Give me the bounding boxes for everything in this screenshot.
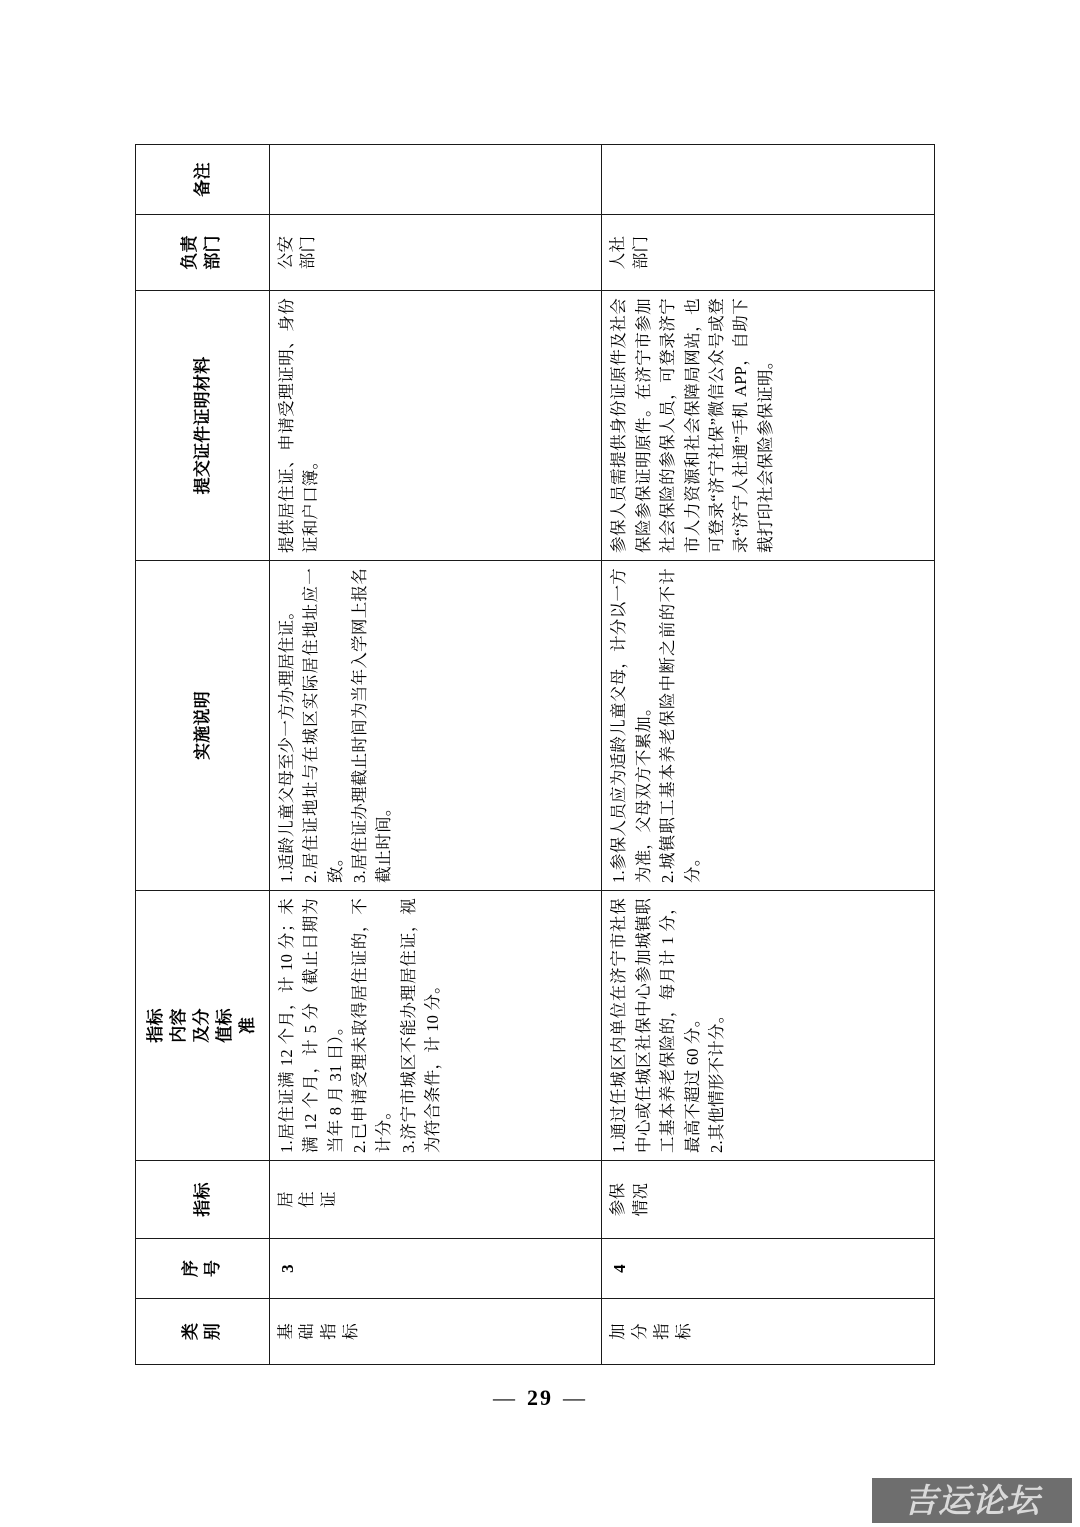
table-row xyxy=(602,145,935,1365)
header-sequence xyxy=(136,1239,270,1299)
row-sequence xyxy=(269,1239,602,1299)
header-category-label: 类别 xyxy=(180,1322,223,1341)
row-category xyxy=(269,1299,602,1365)
header-documents xyxy=(136,291,270,561)
row-sequence-value: 4 xyxy=(610,1264,630,1273)
row-category-label: 基础指标 xyxy=(275,1323,360,1340)
row-indicator xyxy=(269,1161,602,1239)
enrollment-index-table xyxy=(135,144,935,1365)
row-category-label: 加分指标 xyxy=(608,1323,693,1340)
row-content: 1.通过任城区内单位在济宁市社保中心或任城区社保中心参加城镇职工基本养老保险的，每月计 1 分，最高不超过 60 分。 2.其他情形不计分。 xyxy=(602,891,935,1161)
header-description-label: 实施说明 xyxy=(192,691,212,760)
page-number xyxy=(0,1385,1080,1411)
row-department-label: 人社部门 xyxy=(608,235,650,270)
row-department xyxy=(269,215,602,291)
row-content: 1.居住证满 12 个月，计 10 分；未满 12 个月，计 5 分（截止日期为当年 8 月 31 日）。 2.已申请受理未取得居住证的，不计分。 3.济宁市城区不能办理居住证，视为符合条件，计 10 分。 xyxy=(269,891,602,1161)
row-category xyxy=(602,1299,935,1365)
table-row xyxy=(269,145,602,1365)
row-department xyxy=(602,215,935,291)
header-note xyxy=(136,145,270,215)
header-indicator-label: 指标 xyxy=(192,1182,212,1217)
watermark-text: 吉运论坛 xyxy=(904,1481,1040,1520)
table-header-row xyxy=(136,145,270,1365)
header-department xyxy=(136,215,270,291)
row-note xyxy=(269,145,602,215)
row-description: 1.适龄儿童父母至少一方办理居住证。 2.居住证地址与在城区实际居住地址应一致。 3.居住证办理截止时间为当年入学网上报名截止时间。 xyxy=(269,561,602,891)
row-documents: 提供居住证、申请受理证明、身份证和户口簿。 xyxy=(269,291,602,561)
row-department-label: 公安部门 xyxy=(275,235,317,270)
header-documents-label: 提交证件证明材料 xyxy=(192,356,212,495)
row-note xyxy=(602,145,935,215)
header-category xyxy=(136,1299,270,1365)
page-number-dash-left: — xyxy=(493,1385,517,1410)
row-indicator-label: 居住证 xyxy=(275,1191,339,1208)
header-content-label: 指标内容及分值标准 xyxy=(146,1008,257,1043)
header-content xyxy=(136,891,270,1161)
row-description: 1.参保人员应为适龄儿童父母，计分以一方为准，父母双方不累加。 2.城镇职工基本养老保险中断之前的不计分。 xyxy=(602,561,935,891)
header-indicator xyxy=(136,1161,270,1239)
watermark xyxy=(872,1478,1072,1523)
row-sequence xyxy=(602,1239,935,1299)
page-number-dash-right: — xyxy=(563,1385,587,1410)
header-note-label: 备注 xyxy=(192,162,212,197)
header-department-label: 负责部门 xyxy=(180,235,223,270)
header-sequence-label: 序号 xyxy=(180,1259,223,1278)
header-description xyxy=(136,561,270,891)
rotated-table-wrapper xyxy=(135,145,935,1365)
row-documents: 参保人员需提供身份证原件及社会保险参保证明原件。在济宁市参加社会保险的参保人员，可登录济宁市人力资源和社会保障局网站，也可登录“济宁社保”微信公众号或登录“济宁人社通”手机 APP，自助下载打印社会保险参保证明。 xyxy=(602,291,935,561)
row-sequence-value: 3 xyxy=(277,1264,297,1273)
row-indicator-label: 参保情况 xyxy=(608,1182,650,1217)
row-indicator xyxy=(602,1161,935,1239)
page-number-value: 29 xyxy=(527,1385,553,1410)
